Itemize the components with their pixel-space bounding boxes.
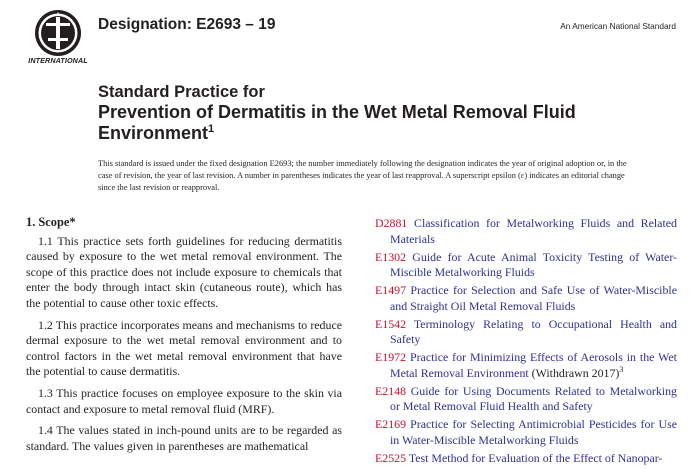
standard-notice: This standard is issued under the fixed designation E2693; the number immediately following the designation indicates the year of original adoption or, in the case of revision, the year of last revision. A number in parentheses indicates the year of last reapproval. A superscript epsilon (ε) indicates an editorial change since the last revision or reapproval. (98, 159, 627, 192)
reference-title[interactable]: Practice for Minimizing Effects of Aerosols in the Wet Metal Removal Environment (390, 350, 677, 380)
page-title (98, 83, 678, 144)
reference-code[interactable]: E2169 (375, 417, 407, 432)
reference-title[interactable]: Classification for Metalworking Fluids and Related Materials (390, 216, 677, 246)
scope-heading: 1. Scope* (26, 215, 76, 229)
national-standard-label: An American National Standard (560, 21, 676, 31)
reference-item[interactable] (375, 384, 677, 415)
designation: Designation: E2693 – 19 (98, 16, 276, 33)
reference-title[interactable]: Guide for Acute Animal Toxicity Testing of Water-Miscible Metalworking Fluids (390, 249, 677, 280)
reference-title[interactable]: Guide for Using Documents Related to Metalworking or Metal Removal Fluid Health and Safety (390, 383, 677, 414)
reference-item[interactable] (375, 317, 677, 348)
scope-paragraph: 1.2 This practice incorporates means and mechanisms to reduce dermal exposure to the wet metal removal environment and to control factors in the wet metal removal environment that have the potential to cause dermatitis. (26, 317, 342, 379)
reference-title[interactable]: Test Method for Evaluation of the Effect of Nanopar- (408, 451, 663, 466)
reference-item[interactable] (375, 283, 677, 314)
scope-paragraph: 1.4 The values stated in inch-pound units are to be regarded as standard. The values given in parentheses are mathematical (26, 423, 342, 453)
reference-item[interactable] (375, 216, 677, 247)
referenced-documents-list (375, 216, 677, 469)
reference-footnote-mark: 3 (619, 364, 624, 374)
reference-code[interactable]: E1302 (375, 249, 407, 264)
reference-title[interactable]: Terminology Relating to Occupational Health and Safety (390, 316, 677, 347)
scope-paragraph: 1.1 This practice sets forth guidelines for reducing dermatitis caused by exposure to the wet metal removal environment. The scope of this practice does not include exposure to chemicals that enter the body through intact skin (cutaneous route), which has the potential to cause other toxic effects. (26, 233, 342, 310)
title-line2-text: Environment (98, 123, 209, 143)
reference-item[interactable] (375, 250, 677, 281)
title-line2 (98, 123, 678, 144)
reference-item[interactable] (375, 417, 677, 448)
reference-title[interactable]: Practice for Selecting Antimicrobial Pesticides for Use in Water-Miscible Metalworking Fluids (390, 417, 677, 448)
reference-code[interactable]: E2148 (375, 383, 407, 398)
reference-title[interactable]: Practice for Selection and Safe Use of Water-Miscible and Straight Oil Metal Removal Fluids (390, 283, 677, 313)
title-line1: Prevention of Dermatitis in the Wet Metal Removal Fluid (98, 102, 576, 122)
logo-text: INTERNATIONAL (28, 56, 88, 65)
reference-code[interactable]: E2525 (375, 451, 407, 466)
astm-logo (26, 8, 90, 66)
title-footnote-mark: 1 (208, 123, 215, 135)
reference-code[interactable]: E1972 (375, 350, 407, 365)
reference-code[interactable]: E1497 (375, 283, 407, 298)
reference-item[interactable] (375, 350, 677, 381)
reference-code[interactable]: E1542 (375, 316, 407, 331)
reference-withdrawn-note: (Withdrawn 2017) (528, 365, 620, 380)
reference-code[interactable]: D2881 (375, 216, 408, 230)
scope-paragraph: 1.3 This practice focuses on employee exposure to the skin via contact and exposure to metal removal fluid (MRF). (26, 385, 342, 416)
title-prefix: Standard Practice for (98, 83, 265, 101)
reference-item[interactable] (375, 451, 677, 467)
scope-section (26, 215, 342, 460)
